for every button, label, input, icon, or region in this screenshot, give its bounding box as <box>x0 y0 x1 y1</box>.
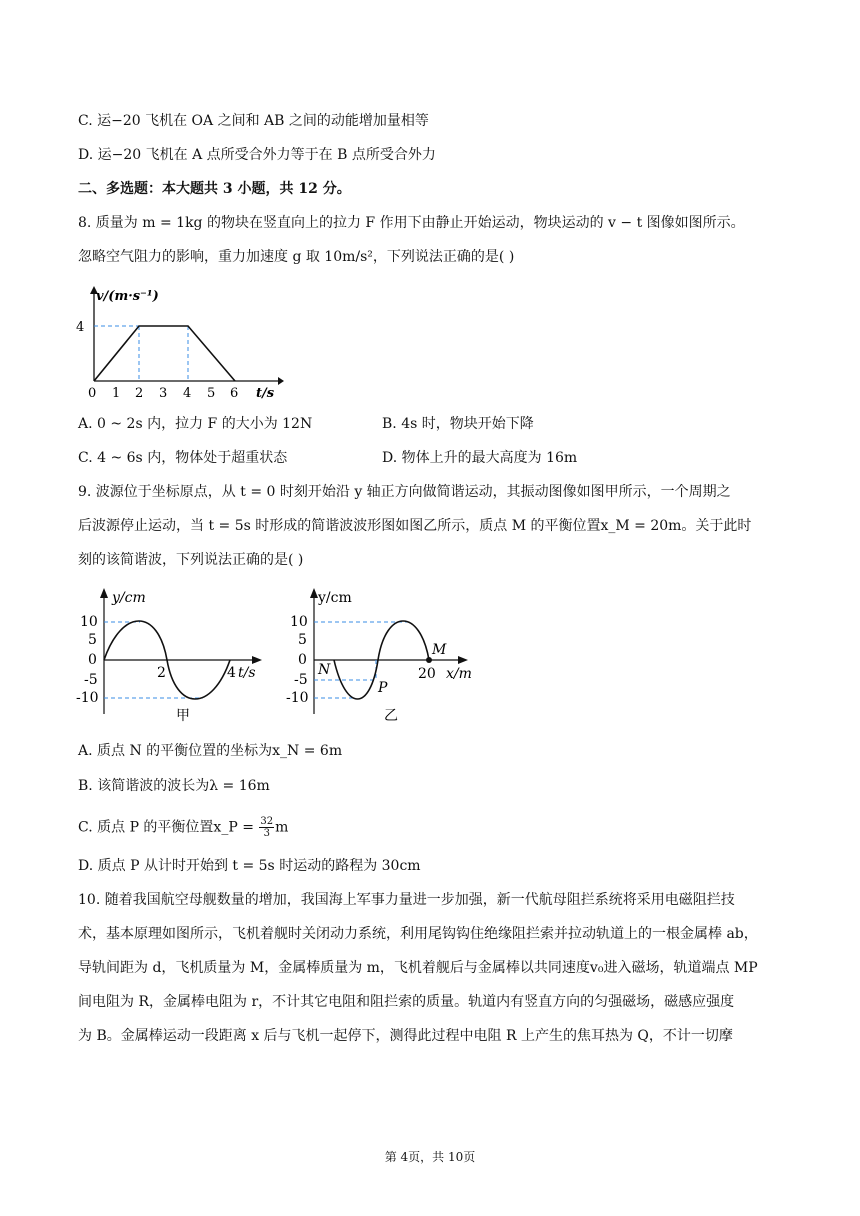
q10-line2: 术，基本原理如图所示，飞机着舰时关闭动力系统，利用尾钩钩住绝缘阻拦索并拉动轨道上的一根金属棒 ab， <box>78 926 758 942</box>
jia-xlabel: t/s <box>238 665 256 681</box>
jia-ytick-neg10: -10 <box>76 690 99 706</box>
yi-point-p: P <box>378 680 388 696</box>
q8-option-d: D. 物体上升的最大高度为 16m <box>382 450 578 466</box>
vt-xtick-6: 6 <box>230 386 239 401</box>
yi-ytick-neg10: -10 <box>286 690 309 706</box>
yi-ylabel: y/cm <box>318 590 352 606</box>
vt-xtick-1: 1 <box>112 386 121 401</box>
q8-option-c: C. 4 ~ 6s 内，物体处于超重状态 <box>78 450 288 466</box>
fraction-denominator: 3 <box>263 828 270 839</box>
yi-point-m: M <box>432 642 447 658</box>
vt-xtick-0: 0 <box>88 386 97 401</box>
q8-option-b: B. 4s 时，物块开始下降 <box>382 416 534 432</box>
jia-xtick-2: 2 <box>157 665 166 681</box>
q9-graph-yi <box>282 584 482 726</box>
fraction-numerator: 32 <box>260 816 274 827</box>
q8-vt-graph <box>76 282 284 401</box>
q8-option-a: A. 0 ~ 2s 内，拉力 F 的大小为 12N <box>78 416 313 432</box>
yi-ytick-5: 5 <box>298 632 307 648</box>
q7-option-c: C. 运−20 飞机在 OA 之间和 AB 之间的动能增加量相等 <box>78 113 429 129</box>
q10-line4: 间电阻为 R，金属棒电阻为 r，不计其它电阻和阻拦索的质量。轨道内有竖直方向的匀强磁场，磁感应强度 <box>78 994 735 1010</box>
yi-ytick-0: 0 <box>298 652 307 668</box>
q9-stem-line3: 刻的该简谐波，下列说法正确的是( ) <box>78 552 304 568</box>
yi-ytick-neg5: -5 <box>294 672 308 688</box>
jia-ytick-10: 10 <box>80 614 98 630</box>
jia-ytick-5: 5 <box>88 632 97 648</box>
q9-option-a: A. 质点 N 的平衡位置的坐标为x_N = 6m <box>78 743 343 759</box>
yi-point-n: N <box>318 662 331 678</box>
q9-stem-line2: 后波源停止运动，当 t = 5s 时形成的简谐波波形图如图乙所示，质点 M 的平衡位置x_M = 20m。关于此时 <box>78 518 752 534</box>
jia-ylabel: y/cm <box>112 590 146 606</box>
vt-xtick-3: 3 <box>159 386 168 401</box>
q8-stem-line1: 8. 质量为 m = 1kg 的物块在竖直向上的拉力 F 作用下由静止开始运动，物块运动的 v − t 图像如图所示。 <box>78 215 745 231</box>
q10-line3: 导轨间距为 d，飞机质量为 M，金属棒质量为 m，飞机着舰后与金属棒以共同速度v₀进入磁场，轨道端点 MP <box>78 960 758 976</box>
yi-ytick-10: 10 <box>290 614 308 630</box>
q9-option-c-text: C. 质点 P 的平衡位置x_P = <box>78 819 259 836</box>
q9-option-d: D. 质点 P 从计时开始到 t = 5s 时运动的路程为 30cm <box>78 858 421 874</box>
yi-xtick-20: 20 <box>418 666 436 682</box>
q8-stem-line2: 忽略空气阻力的影响，重力加速度 g 取 10m/s²，下列说法正确的是( ) <box>78 249 515 265</box>
yi-xlabel: x/m <box>446 666 472 682</box>
yi-caption: 乙 <box>384 708 398 724</box>
jia-ytick-0: 0 <box>88 652 97 668</box>
q10-line5: 为 B。金属棒运动一段距离 x 后与飞机一起停下，测得此过程中电阻 R 上产生的焦耳热为 Q，不计一切摩 <box>78 1028 733 1044</box>
vt-xtick-2: 2 <box>135 386 144 401</box>
q9-option-c <box>78 816 288 839</box>
jia-xtick-4: 4 <box>227 665 236 681</box>
q9-option-c-unit: m <box>275 819 289 836</box>
fraction <box>259 816 274 839</box>
page-footer: 第 4页，共 10页 <box>384 1150 476 1164</box>
vt-xlabel: t/s <box>256 386 275 401</box>
section-heading: 二、多选题：本大题共 3 小题，共 12 分。 <box>78 181 351 197</box>
vt-ylabel: v/(m·s⁻¹) <box>96 289 159 304</box>
q7-option-d: D. 运−20 飞机在 A 点所受合外力等于在 B 点所受合外力 <box>78 147 436 163</box>
jia-caption: 甲 <box>176 708 190 724</box>
vt-xtick-5: 5 <box>207 386 216 401</box>
q10-line1: 10. 随着我国航空母舰数量的增加，我国海上军事力量进一步加强，新一代航母阻拦系统将采用电磁阻拦技 <box>78 892 735 908</box>
q9-graph-jia <box>72 584 272 726</box>
vt-ytick-4: 4 <box>76 320 85 335</box>
vt-xtick-4: 4 <box>183 386 192 401</box>
q9-option-b: B. 该简谐波的波长为λ = 16m <box>78 778 270 794</box>
jia-ytick-neg5: -5 <box>84 672 98 688</box>
q9-stem-line1: 9. 波源位于坐标原点，从 t = 0 时刻开始沿 y 轴正方向做简谐运动，其振动图像如图甲所示，一个周期之 <box>78 484 731 500</box>
